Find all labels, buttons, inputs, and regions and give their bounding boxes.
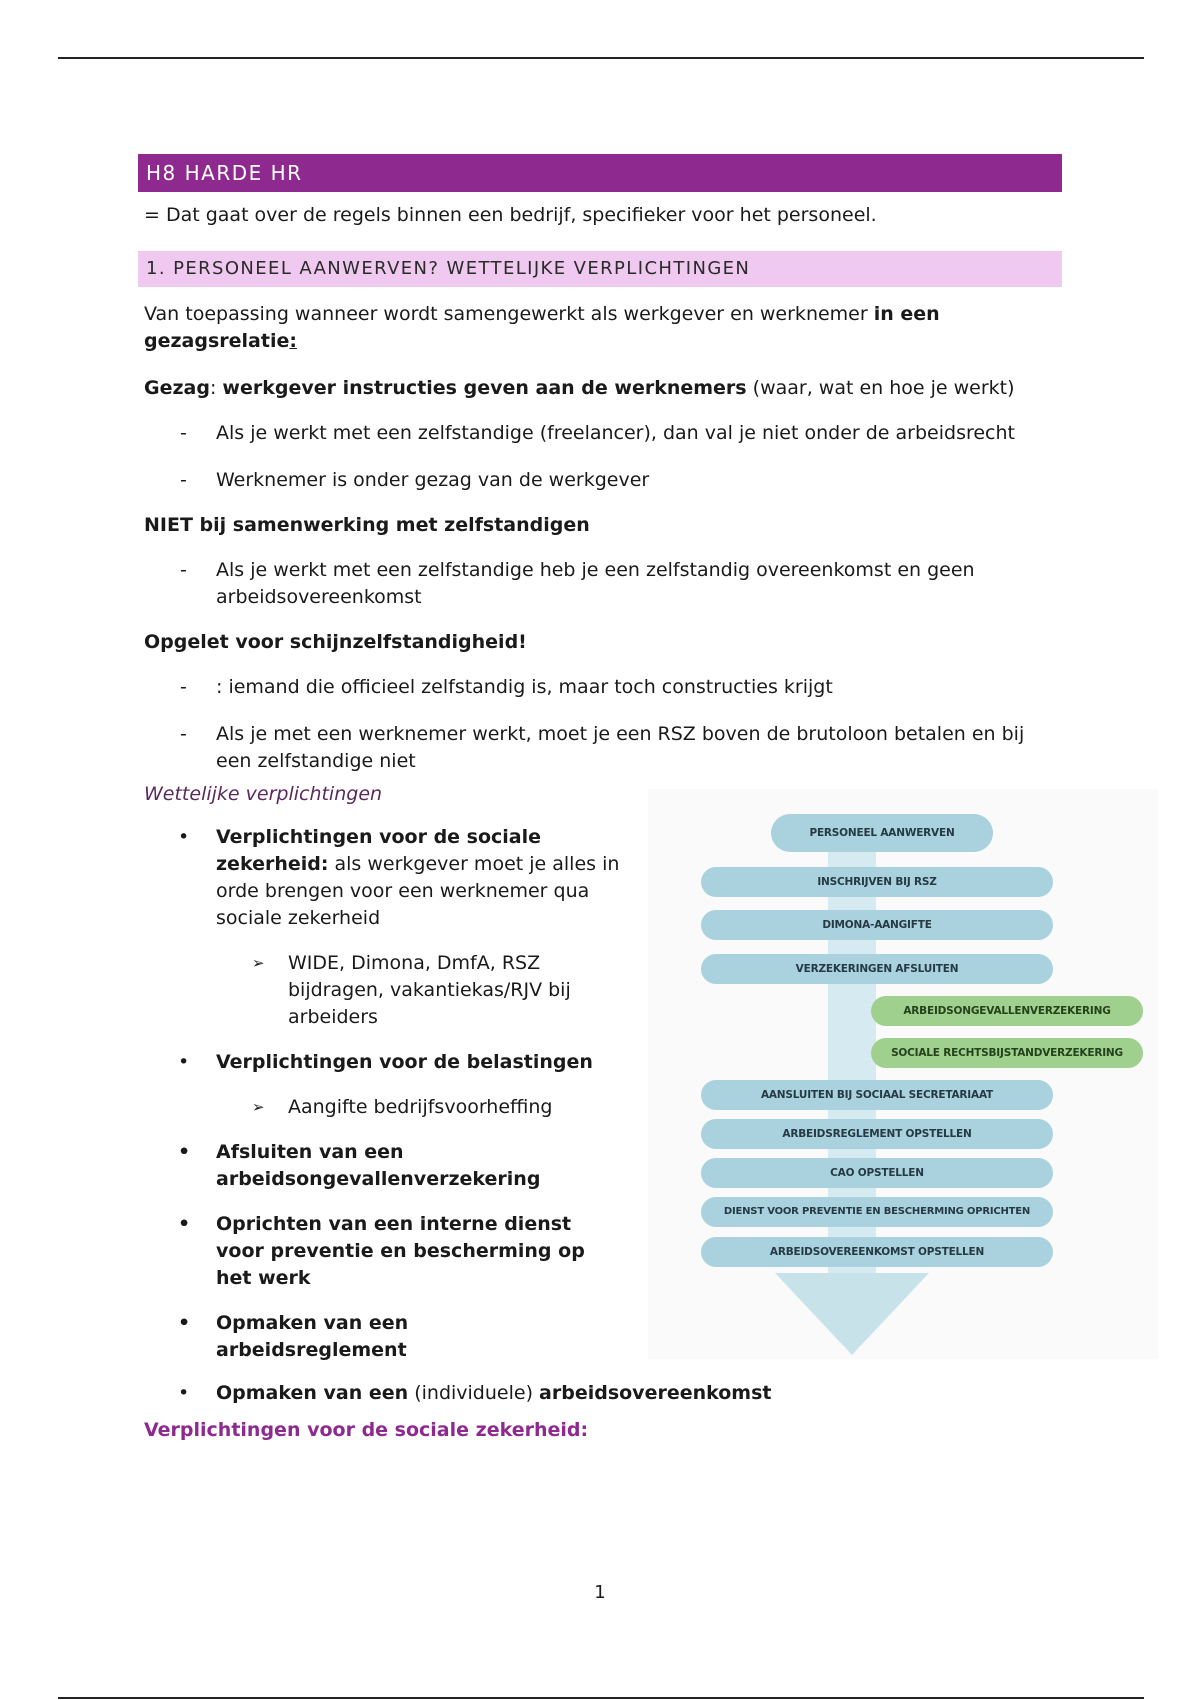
list-item: • Oprichten van een interne dienst voor preventie en bescherming op het werk: [138, 1211, 596, 1292]
list-item: - Als je werkt met een zelfstandige (freelancer), dan val je niet onder de arbeidsrecht: [138, 420, 1062, 447]
closing-heading: Verplichtingen voor de sociale zekerheid:: [144, 1419, 589, 1441]
diagram-step: DIENST VOOR PREVENTIE EN BESCHERMING OPRICHTEN: [701, 1197, 1053, 1227]
gezag-list: [138, 420, 1062, 494]
sub-list: [216, 1094, 633, 1121]
document-page: [138, 154, 1123, 1444]
list-item: ➢ WIDE, Dimona, DmfA, RSZ bijdragen, vakantiekas/RJV bij arbeiders: [216, 950, 588, 1031]
header-rule: [58, 57, 1144, 59]
opgelet-heading: Opgelet voor schijnzelfstandigheid!: [144, 631, 527, 653]
diagram-step: INSCHRIJVEN BIJ RSZ: [701, 867, 1053, 897]
diagram-step: ARBEIDSOVEREENKOMST OPSTELLEN: [701, 1237, 1053, 1267]
diagram-step: AANSLUITEN BIJ SOCIAAL SECRETARIAAT: [701, 1080, 1053, 1110]
list-item: • Opmaken van een arbeidsreglement: [138, 1310, 436, 1364]
arrow-down-icon: [775, 1273, 929, 1355]
list-item: • Opmaken van een (individuele) arbeidsovereenkomst: [138, 1380, 1038, 1407]
diagram-step: CAO OPSTELLEN: [701, 1158, 1053, 1188]
diagram-step: DIMONA-AANGIFTE: [701, 910, 1053, 940]
sub-list: [216, 950, 633, 1031]
obligations-column: [138, 781, 633, 1364]
list-item: • Verplichtingen voor de belastingen ➢ Aangifte bedrijfsvoorheffing: [138, 1049, 633, 1121]
list-item: • Verplichtingen voor de sociale zekerheid: als werkgever moet je alles in orde brengen voor een werknemer qua sociale zekerheid ➢ WIDE, Dimona, DmfA, RSZ bijdragen, vakantiekas/RJV bij arbeiders: [138, 824, 633, 1031]
niet-list: [138, 557, 1062, 611]
footer-rule: [58, 1697, 1144, 1699]
diagram-step: PERSONEEL AANWERVEN: [771, 814, 993, 852]
niet-heading: NIET bij samenwerking met zelfstandigen: [144, 514, 590, 536]
list-item: • Afsluiten van een arbeidsongevallenverzekering: [138, 1139, 576, 1193]
section-heading: 1. PERSONEEL AANWERVEN? WETTELIJKE VERPLICHTINGEN: [138, 251, 1062, 287]
list-item: - Werknemer is onder gezag van de werkgever: [138, 467, 1062, 494]
opgelet-list: [138, 674, 1062, 775]
toepassing-paragraph: Van toepassing wanneer wordt samengewerkt als werkgever en werknemer in een gezagsrelatie:: [144, 303, 940, 352]
wettelijke-heading: Wettelijke verplichtingen: [144, 783, 383, 805]
page-number: 1: [594, 1582, 606, 1603]
hiring-process-diagram: [648, 789, 1158, 1359]
diagram-step-green: ARBEIDSONGEVALLENVERZEKERING: [871, 996, 1143, 1026]
chapter-heading: H8 HARDE HR: [138, 154, 1062, 192]
chapter-intro: = Dat gaat over de regels binnen een bedrijf, specifieker voor het personeel.: [144, 204, 877, 226]
diagram-step: VERZEKERINGEN AFSLUITEN: [701, 954, 1053, 984]
diagram-step: ARBEIDSREGLEMENT OPSTELLEN: [701, 1119, 1053, 1149]
list-item: - : iemand die officieel zelfstandig is, maar toch constructies krijgt: [138, 674, 1062, 701]
list-item: ➢ Aangifte bedrijfsvoorheffing: [216, 1094, 633, 1121]
obligations-list-tail: [138, 1380, 1038, 1407]
obligations-list: [138, 824, 633, 1364]
list-item: - Als je werkt met een zelfstandige heb je een zelfstandig overeenkomst en geen arbeidsovereenkomst: [138, 557, 1062, 611]
diagram-step-green: SOCIALE RECHTSBIJSTANDVERZEKERING: [871, 1038, 1143, 1068]
list-item: - Als je met een werknemer werkt, moet je een RSZ boven de brutoloon betalen en bij een zelfstandige niet: [138, 721, 1062, 775]
obligations-section: [138, 781, 1123, 1444]
gezag-paragraph: Gezag: werkgever instructies geven aan de werknemers (waar, wat en hoe je werkt): [144, 377, 1015, 399]
